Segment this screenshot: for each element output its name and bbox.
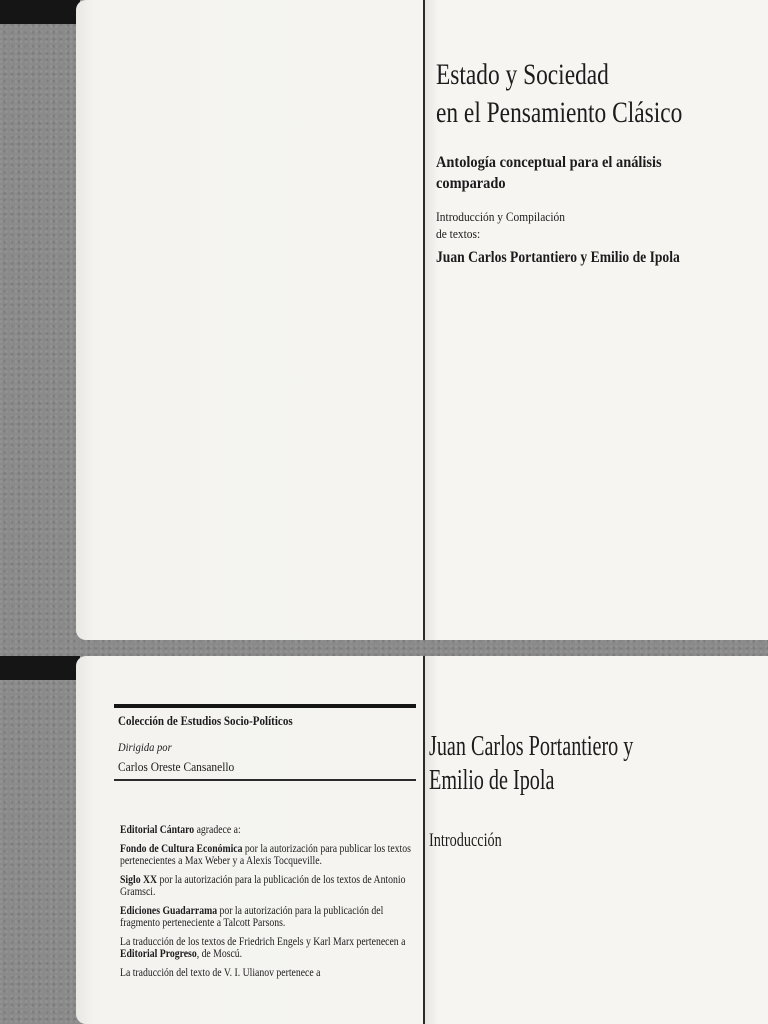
introduction-authors bbox=[429, 730, 667, 798]
ack-last-text: La traducción del texto de V. I. Ulianov pertenece a bbox=[120, 966, 321, 979]
acknowledgements bbox=[120, 824, 420, 985]
book-title-line-2: en el Pensamiento Clásico bbox=[436, 96, 683, 129]
ack-siglo-text: por la autorización para la publicación de los textos de Antonio Gramsci. bbox=[120, 873, 406, 898]
compilers-names: Juan Carlos Portantiero y Emilio de Ipola bbox=[436, 249, 680, 266]
ack-publisher-text: agradece a: bbox=[194, 824, 241, 836]
book-subtitle-line-2: comparado bbox=[436, 175, 506, 192]
ack-progreso-pre: La traducción de los textos de Friedrich Engels y Karl Marx pertenecen a bbox=[120, 935, 406, 948]
ack-publisher: Editorial Cántaro bbox=[120, 824, 195, 836]
compilation-label bbox=[436, 208, 612, 242]
ack-progreso-post: , de Moscú. bbox=[196, 948, 243, 960]
collection-bottom-rule bbox=[114, 779, 416, 781]
ack-guadarrama: Ediciones Guadarrama bbox=[120, 904, 218, 917]
introduction-authors-line-1: Juan Carlos Portantiero y bbox=[429, 731, 634, 762]
director-name: Carlos Oreste Cansanello bbox=[118, 759, 235, 774]
compilation-label-line-2: de textos: bbox=[436, 226, 481, 241]
bottom-spread bbox=[0, 656, 768, 1024]
collection-name: Colección de Estudios Socio-Políticos bbox=[118, 713, 293, 728]
ack-fce-paragraph bbox=[120, 843, 420, 868]
introduction-heading: Introducción bbox=[429, 830, 502, 851]
ack-fce: Fondo de Cultura Económica bbox=[120, 842, 243, 855]
ack-fce-text: por la autorización para publicar los textos pertenecientes a Max Weber y a Alexis Tocqueville. bbox=[120, 842, 411, 867]
book-title-line-1: Estado y Sociedad bbox=[436, 58, 609, 91]
book-spine-top bbox=[423, 0, 425, 640]
ack-last-paragraph bbox=[120, 967, 420, 980]
book-subtitle-line-1: Antología conceptual para el análisis bbox=[436, 154, 662, 171]
scan-dark-edge bbox=[0, 0, 80, 24]
top-left-page-blank bbox=[76, 0, 424, 640]
scan-dark-edge-bottom bbox=[0, 656, 80, 680]
ack-progreso: Editorial Progreso bbox=[120, 948, 197, 960]
introduction-authors-line-2: Emilio de Ipola bbox=[429, 765, 555, 796]
book-subtitle bbox=[436, 152, 706, 194]
ack-guadarrama-paragraph bbox=[120, 905, 420, 930]
ack-publisher-paragraph bbox=[120, 824, 420, 837]
directed-by-label: Dirigida por bbox=[118, 740, 172, 754]
compilation-label-line-1: Introducción y Compilación bbox=[436, 209, 566, 224]
book-spine-bottom bbox=[423, 656, 425, 1024]
ack-progreso-paragraph bbox=[120, 936, 420, 961]
ack-siglo: Siglo XX bbox=[120, 873, 158, 886]
book-title bbox=[436, 56, 686, 132]
ack-siglo-paragraph bbox=[120, 874, 420, 899]
collection-top-rule bbox=[114, 704, 416, 708]
ack-guadarrama-text: por la autorización para la publicación del fragmento perteneciente a Talcott Parsons. bbox=[120, 904, 384, 929]
